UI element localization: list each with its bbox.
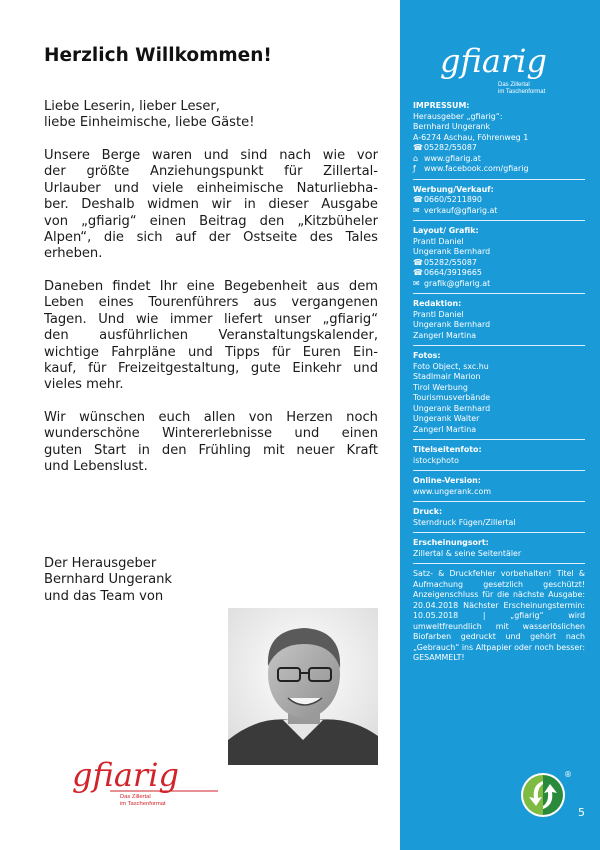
phone-number: 05282/55087 [424,257,477,267]
facebook-link[interactable]: www.facebook.com/gfiarig [424,164,529,173]
text-line: Leben eines Tourenführers aus vergangenen [44,295,378,311]
phone-number: 0664/3919665 [424,268,482,277]
text-line: Daneben findet Ihr eine Begebenheit aus dem [44,279,378,294]
web-line[interactable] [413,154,585,165]
facebook-icon: ƒ [413,164,416,173]
phone-line [413,268,585,279]
text-line: vieles mehr. [44,377,124,393]
info-line: Tourismusverbände [413,393,491,402]
editorial-column [44,0,378,850]
phone-number: 0660/5211890 [424,195,482,204]
phone-number: 05282/55087 [424,143,477,152]
info-line: Tirol Werbung [413,382,468,392]
phone-icon: ☎ [413,268,423,277]
logo-tagline: im Taschenformat [120,801,166,807]
section-title: Erscheinungsort: [413,538,489,547]
phone-icon: ☎ [413,143,423,152]
greeting-line: liebe Einheimische, liebe Gäste! [44,115,255,131]
logo-wordmark [436,42,576,100]
info-line: Stadlmair Marion [413,372,481,381]
facebook-line[interactable] [413,164,585,175]
erscheinungsort-section [413,538,585,564]
online-link[interactable]: www.ungerank.com [413,486,492,496]
phone-line [413,143,585,154]
portrait-illustration [228,608,378,765]
phone-line [413,195,585,206]
email-link[interactable]: grafik@gfiarig.at [424,278,491,288]
gfiarig-logo-red [66,758,226,810]
text-line: kauf, für Freizeitgestaltung, gute Einkehr und [44,361,378,377]
info-line: Herausgeber „gfiarig“: [413,111,503,121]
home-icon: ⌂ [413,153,419,163]
info-line: Zangerl Martina [413,330,477,340]
druck-section [413,507,585,533]
online-section [413,476,585,502]
website-link[interactable]: www.gfiarig.at [424,153,481,163]
titelseitenfoto-section [413,445,585,471]
fotos-section [413,351,585,440]
greeting-line: Liebe Leserin, lieber Leser, [44,99,220,114]
phone-line [413,258,585,269]
section-title: Layout/ Grafik: [413,226,479,235]
logo-wordmark [66,758,226,810]
editor-portrait-photo [228,608,378,765]
green-dot-recycling-icon [520,772,566,818]
page-title: Herzlich Willkommen! [44,45,272,66]
layout-section [413,226,585,294]
info-line: Zangerl Martina [413,424,477,434]
section-title: Redaktion: [413,299,462,308]
info-line: istockphoto [413,455,459,465]
text-line: und Lebenslust. [44,459,148,475]
page-number: 5 [578,806,585,819]
text-line: von „gfiarig“ einen Beitrag den „Kitzbüheler [44,213,378,229]
signature-line: Bernhard Ungerank [44,572,172,588]
info-line: Ungerank Bernhard [413,403,491,413]
text-line: guten Start in den Frühling mit neuer Kraft [44,442,378,458]
impressum-block [413,101,585,673]
info-line: Sterndruck Fügen/Zillertal [413,517,516,527]
mail-icon: ✉ [413,205,420,215]
email-line[interactable] [413,206,585,217]
text-line: ber. Deshalb widmen wir in dieser Ausgabe [44,197,378,213]
text-line: Alpen“, die sich auf der Ostseite des Tales [44,230,378,246]
section-title: Werbung/Verkauf: [413,184,494,194]
email-line[interactable] [413,279,585,290]
text-line: erheben. [44,246,103,262]
section-title: Online-Version: [413,476,481,485]
info-line: Ungerank Walter [413,414,480,423]
logo-tagline: Das Zillertal [120,794,151,800]
info-line: Ungerank Bernhard [413,247,491,256]
logo-wordmark-text: gfiarig [72,758,179,794]
redaktion-section [413,299,585,346]
mail-icon: ✉ [413,278,420,288]
impressum-sidebar [400,0,600,850]
logo-tagline: im Taschenformat [498,89,546,95]
signature [44,556,172,605]
section-title: Druck: [413,507,443,516]
paragraph-mountains [44,148,378,263]
gfiarig-logo-white [436,42,576,100]
logo-wordmark-text: gfiarig [440,42,547,80]
text-line: Wir wünschen euch allen von Herzen noch [44,410,378,425]
info-line: Bernhard Ungerank [413,122,491,131]
logo-tagline: Das Zillertal [498,82,530,88]
green-dot-graphic [520,772,566,818]
text-line: wunderschöne Wintererlebnisse und einen [44,426,378,442]
info-line: Prantl Daniel [413,236,464,246]
section-title: Titelseitenfoto: [413,445,482,454]
text-line: der größte Anziehungspunkt für Zillertal- [44,164,378,180]
info-line: Foto Object, sxc.hu [413,361,489,371]
text-line: Urlauber und viele einheimische Naturliebha- [44,180,378,196]
greeting [44,99,378,132]
section-title: IMPRESSUM: [413,101,470,110]
text-line: Unsere Berge waren und sind nach wie vor [44,148,378,163]
phone-icon: ☎ [413,195,423,204]
info-line: Prantl Daniel [413,309,464,319]
signature-line: und das Team von [44,588,164,604]
disclaimer-text: Satz- & Druckfehler vorbehalten! Titel & Aufmachung gesetzlich geschützt! Anzeigenschluss für die nächste Ausgabe: 20.04.2018 Nächster Erscheinungstermin: 10.05.2018 | „gfiarig“ wird umweltfreundlich mit wasserlöslichen Biofarben gedruckt und gehört nach „Gebrauch“ ins Altpapier oder noch besser: GESAMMELT! [413,569,585,662]
werbung-section [413,185,585,222]
section-title: Fotos: [413,351,441,360]
info-line: A-6274 Aschau, Föhrenweg 1 [413,132,529,142]
paragraph-tour-guide [44,279,378,394]
impressum-publisher-section [413,101,585,180]
text-line: den ausführlichen Veranstaltungskalender, [44,328,378,344]
paragraph-wishes [44,410,378,476]
email-link[interactable]: verkauf@gfiarig.at [424,205,498,215]
text-line: Tagen. Und wie immer liefert unser „gfiarig“ [44,311,378,327]
registered-mark: ® [564,770,572,779]
info-line: Zillertal & seine Seitentäler [413,548,522,558]
text-line: wichtige Fahrpläne und Tipps für Euren Ein- [44,344,378,360]
info-line: Ungerank Bernhard [413,320,491,329]
signature-line: Der Herausgeber [44,556,157,571]
phone-icon: ☎ [413,257,423,267]
